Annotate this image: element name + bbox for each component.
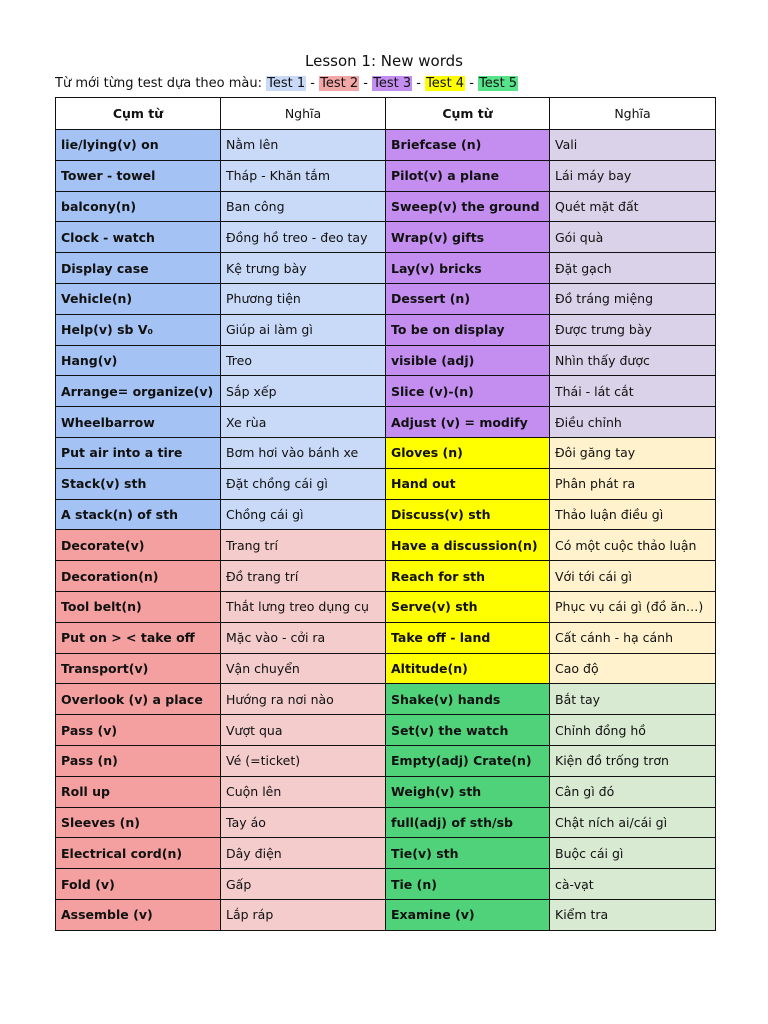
meaning-cell-left: Đồng hồ treo - đeo tay xyxy=(221,222,386,253)
phrase-cell-right: Weigh(v) sth xyxy=(386,776,550,807)
phrase-cell-left: Display case xyxy=(56,253,221,284)
table-row xyxy=(56,899,716,930)
meaning-cell-right: Buộc cái gì xyxy=(550,838,716,869)
phrase-cell-left: Vehicle(n) xyxy=(56,283,221,314)
legend-test-2: Test 2 xyxy=(320,76,359,91)
phrase-cell-right: Tie(v) sth xyxy=(386,838,550,869)
phrase-cell-left: Clock - watch xyxy=(56,222,221,253)
legend-separator: - xyxy=(306,76,320,91)
color-legend xyxy=(55,76,518,91)
table-row xyxy=(56,130,716,161)
meaning-cell-left: Chồng cái gì xyxy=(221,499,386,530)
phrase-cell-right: Set(v) the watch xyxy=(386,715,550,746)
phrase-cell-right: Tie (n) xyxy=(386,869,550,900)
meaning-cell-left: Cuộn lên xyxy=(221,776,386,807)
meaning-cell-left: Vận chuyển xyxy=(221,653,386,684)
phrase-cell-left: Fold (v) xyxy=(56,869,221,900)
phrase-cell-left: Electrical cord(n) xyxy=(56,838,221,869)
table-row xyxy=(56,622,716,653)
meaning-cell-left: Giúp ai làm gì xyxy=(221,314,386,345)
phrase-cell-left: Pass (n) xyxy=(56,745,221,776)
table-row xyxy=(56,407,716,438)
table-row xyxy=(56,776,716,807)
meaning-cell-left: Treo xyxy=(221,345,386,376)
meaning-cell-right: Đồ tráng miệng xyxy=(550,283,716,314)
table-row xyxy=(56,222,716,253)
meaning-cell-right: Chỉnh đồng hồ xyxy=(550,715,716,746)
meaning-cell-right: Quét mặt đất xyxy=(550,191,716,222)
phrase-cell-right: Briefcase (n) xyxy=(386,130,550,161)
phrase-cell-right: Have a discussion(n) xyxy=(386,530,550,561)
meaning-cell-right: Vali xyxy=(550,130,716,161)
table-row xyxy=(56,530,716,561)
meaning-cell-left: Ban công xyxy=(221,191,386,222)
table-row xyxy=(56,376,716,407)
phrase-cell-right: Gloves (n) xyxy=(386,437,550,468)
header-phrase-right: Cụm từ xyxy=(386,98,550,130)
phrase-cell-left: Roll up xyxy=(56,776,221,807)
phrase-cell-left: balcony(n) xyxy=(56,191,221,222)
phrase-cell-left: Tower - towel xyxy=(56,160,221,191)
vocabulary-table xyxy=(55,97,716,931)
meaning-cell-left: Thắt lưng treo dụng cụ xyxy=(221,591,386,622)
meaning-cell-left: Nằm lên xyxy=(221,130,386,161)
phrase-cell-right: Altitude(n) xyxy=(386,653,550,684)
table-row xyxy=(56,838,716,869)
legend-separator: - xyxy=(465,76,479,91)
legend-test-5: Test 5 xyxy=(479,76,518,91)
phrase-cell-left: Help(v) sb V₀ xyxy=(56,314,221,345)
table-row xyxy=(56,715,716,746)
meaning-cell-left: Bơm hơi vào bánh xe xyxy=(221,437,386,468)
meaning-cell-right: Gói quà xyxy=(550,222,716,253)
meaning-cell-left: Lắp ráp xyxy=(221,899,386,930)
meaning-cell-right: Đặt gạch xyxy=(550,253,716,284)
phrase-cell-left: A stack(n) of sth xyxy=(56,499,221,530)
table-row xyxy=(56,345,716,376)
table-body xyxy=(56,130,716,931)
phrase-cell-left: lie/lying(v) on xyxy=(56,130,221,161)
phrase-cell-right: To be on display xyxy=(386,314,550,345)
phrase-cell-left: Sleeves (n) xyxy=(56,807,221,838)
meaning-cell-right: Có một cuộc thảo luận xyxy=(550,530,716,561)
phrase-cell-left: Decoration(n) xyxy=(56,561,221,592)
meaning-cell-right: Điều chỉnh xyxy=(550,407,716,438)
table-row xyxy=(56,160,716,191)
table-row xyxy=(56,314,716,345)
meaning-cell-right: cà-vạt xyxy=(550,869,716,900)
meaning-cell-right: Cất cánh - hạ cánh xyxy=(550,622,716,653)
meaning-cell-left: Đồ trang trí xyxy=(221,561,386,592)
phrase-cell-right: Wrap(v) gifts xyxy=(386,222,550,253)
legend-test-1: Test 1 xyxy=(267,76,306,91)
table-row xyxy=(56,745,716,776)
meaning-cell-left: Phương tiện xyxy=(221,283,386,314)
phrase-cell-right: Pilot(v) a plane xyxy=(386,160,550,191)
table-row xyxy=(56,437,716,468)
table-header-row xyxy=(56,98,716,130)
legend-separator: - xyxy=(412,76,426,91)
phrase-cell-left: Decorate(v) xyxy=(56,530,221,561)
table-row xyxy=(56,283,716,314)
meaning-cell-left: Vượt qua xyxy=(221,715,386,746)
phrase-cell-right: Dessert (n) xyxy=(386,283,550,314)
table-row xyxy=(56,591,716,622)
table-row xyxy=(56,468,716,499)
meaning-cell-right: Thái - lát cắt xyxy=(550,376,716,407)
phrase-cell-left: Put on > < take off xyxy=(56,622,221,653)
phrase-cell-left: Hang(v) xyxy=(56,345,221,376)
meaning-cell-right: Lái máy bay xyxy=(550,160,716,191)
meaning-cell-right: Kiện đồ trống trơn xyxy=(550,745,716,776)
page-title: Lesson 1: New words xyxy=(305,52,463,70)
header-phrase-left: Cụm từ xyxy=(56,98,221,130)
meaning-cell-right: Đôi găng tay xyxy=(550,437,716,468)
legend-test-4: Test 4 xyxy=(426,76,465,91)
legend-separator: - xyxy=(359,76,373,91)
table-row xyxy=(56,653,716,684)
meaning-cell-left: Tay áo xyxy=(221,807,386,838)
meaning-cell-right: Kiểm tra xyxy=(550,899,716,930)
meaning-cell-left: Vé (=ticket) xyxy=(221,745,386,776)
meaning-cell-left: Dây điện xyxy=(221,838,386,869)
meaning-cell-right: Phân phát ra xyxy=(550,468,716,499)
phrase-cell-right: Adjust (v) = modify xyxy=(386,407,550,438)
meaning-cell-right: Cao độ xyxy=(550,653,716,684)
phrase-cell-left: Arrange= organize(v) xyxy=(56,376,221,407)
table-row xyxy=(56,561,716,592)
phrase-cell-left: Wheelbarrow xyxy=(56,407,221,438)
header-meaning-right: Nghĩa xyxy=(550,98,716,130)
meaning-cell-left: Tháp - Khăn tắm xyxy=(221,160,386,191)
table-row xyxy=(56,869,716,900)
meaning-cell-right: Phục vụ cái gì (đồ ăn…) xyxy=(550,591,716,622)
table-row xyxy=(56,253,716,284)
phrase-cell-right: Shake(v) hands xyxy=(386,684,550,715)
phrase-cell-right: Slice (v)-(n) xyxy=(386,376,550,407)
phrase-cell-left: Put air into a tire xyxy=(56,437,221,468)
meaning-cell-right: Thảo luận điều gì xyxy=(550,499,716,530)
phrase-cell-left: Assemble (v) xyxy=(56,899,221,930)
meaning-cell-right: Bắt tay xyxy=(550,684,716,715)
phrase-cell-left: Overlook (v) a place xyxy=(56,684,221,715)
table-row xyxy=(56,684,716,715)
phrase-cell-right: Reach for sth xyxy=(386,561,550,592)
legend-prefix: Từ mới từng test dựa theo màu: xyxy=(55,76,267,91)
meaning-cell-right: Nhìn thấy được xyxy=(550,345,716,376)
phrase-cell-right: visible (adj) xyxy=(386,345,550,376)
phrase-cell-left: Tool belt(n) xyxy=(56,591,221,622)
phrase-cell-right: Serve(v) sth xyxy=(386,591,550,622)
meaning-cell-left: Trang trí xyxy=(221,530,386,561)
meaning-cell-left: Mặc vào - cởi ra xyxy=(221,622,386,653)
phrase-cell-right: Sweep(v) the ground xyxy=(386,191,550,222)
phrase-cell-right: Empty(adj) Crate(n) xyxy=(386,745,550,776)
phrase-cell-right: Discuss(v) sth xyxy=(386,499,550,530)
table-row xyxy=(56,807,716,838)
meaning-cell-left: Sắp xếp xyxy=(221,376,386,407)
meaning-cell-left: Gấp xyxy=(221,869,386,900)
table-row xyxy=(56,499,716,530)
phrase-cell-right: full(adj) of sth/sb xyxy=(386,807,550,838)
meaning-cell-right: Chật ních ai/cái gì xyxy=(550,807,716,838)
meaning-cell-left: Xe rùa xyxy=(221,407,386,438)
phrase-cell-left: Stack(v) sth xyxy=(56,468,221,499)
meaning-cell-right: Cân gì đó xyxy=(550,776,716,807)
phrase-cell-right: Take off - land xyxy=(386,622,550,653)
meaning-cell-left: Hướng ra nơi nào xyxy=(221,684,386,715)
meaning-cell-left: Kệ trưng bày xyxy=(221,253,386,284)
phrase-cell-left: Pass (v) xyxy=(56,715,221,746)
meaning-cell-left: Đặt chồng cái gì xyxy=(221,468,386,499)
phrase-cell-right: Hand out xyxy=(386,468,550,499)
table-row xyxy=(56,191,716,222)
header-meaning-left: Nghĩa xyxy=(221,98,386,130)
phrase-cell-right: Lay(v) bricks xyxy=(386,253,550,284)
meaning-cell-right: Với tới cái gì xyxy=(550,561,716,592)
phrase-cell-right: Examine (v) xyxy=(386,899,550,930)
legend-test-3: Test 3 xyxy=(373,76,412,91)
phrase-cell-left: Transport(v) xyxy=(56,653,221,684)
meaning-cell-right: Được trưng bày xyxy=(550,314,716,345)
